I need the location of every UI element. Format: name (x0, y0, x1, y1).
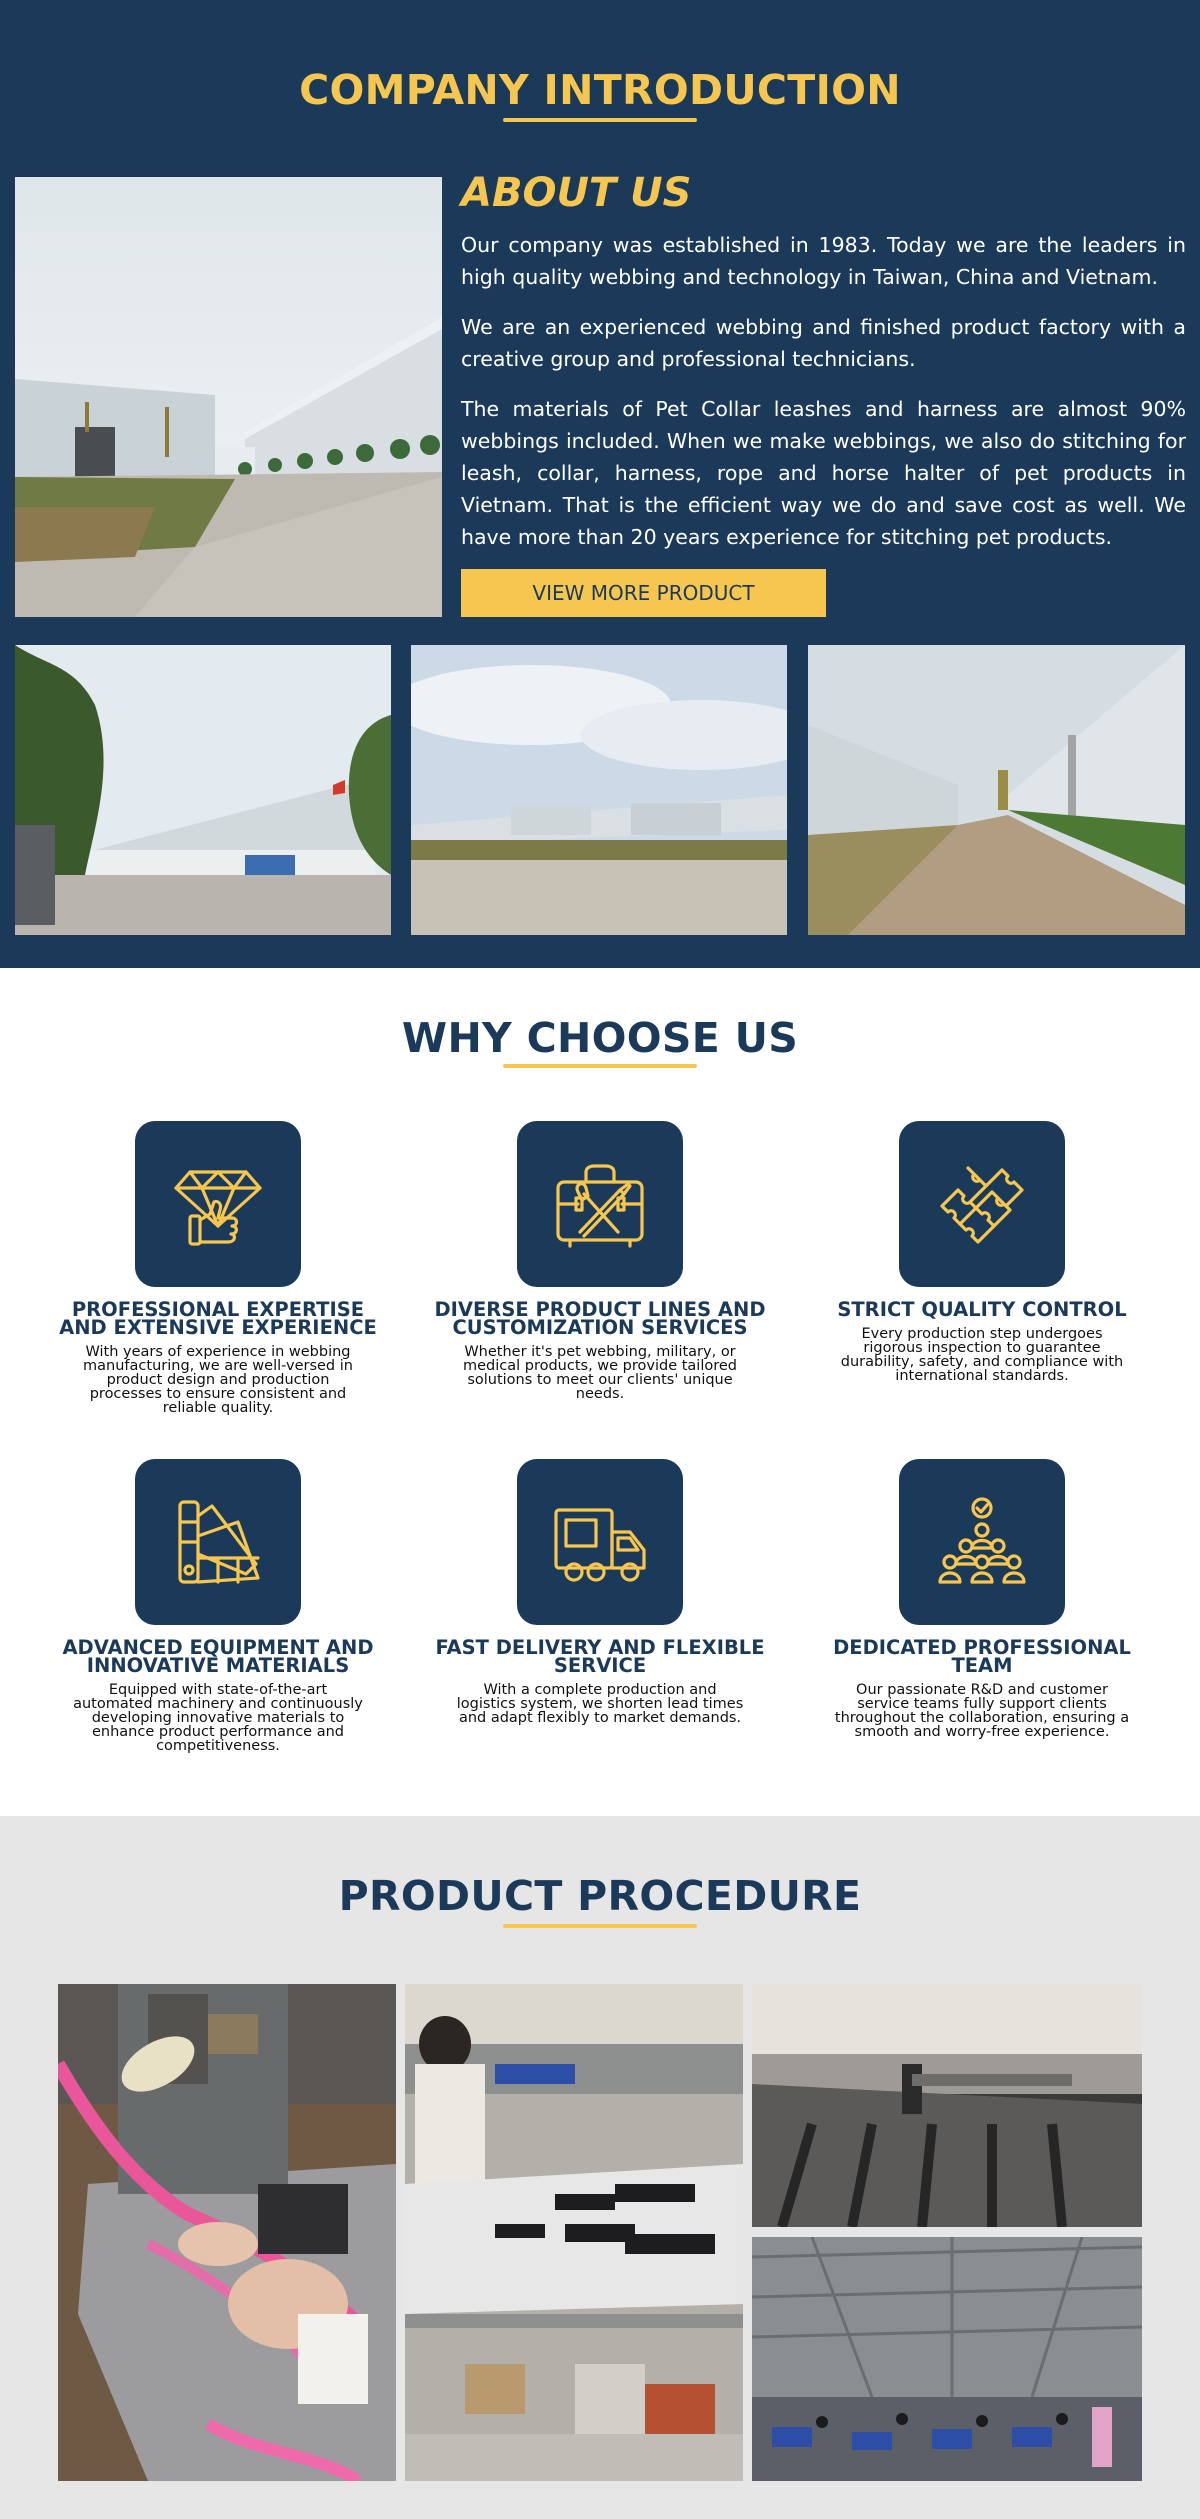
title-underline (503, 1064, 697, 1068)
feature-diverse-product-lines (430, 1121, 770, 1401)
feature-title: ADVANCED EQUIPMENT AND INNOVATIVE MATERIALS (62, 1636, 374, 1677)
feature-text: Equipped with state-of-the-art automated machinery and continuously developing innovative materials to enhance product performance and competitiveness. (73, 1682, 363, 1754)
diamond-thumbs-up-icon (135, 1121, 301, 1287)
feature-title: DIVERSE PRODUCT LINES AND CUSTOMIZATION SERVICES (434, 1298, 766, 1339)
feature-dedicated-team (812, 1459, 1152, 1739)
toolbox-icon (517, 1121, 683, 1287)
about-paragraph-3: The materials of Pet Collar leashes and harness are almost 90% webbings included. When we make webbings, we also do stitching for leash, collar, harness, rope and horse halter of pet products in Vietnam. That is the efficient way we do and save cost as well. We have more than 20 years experience for stitching pet products. (461, 397, 1186, 549)
feature-text: Every production step undergoes rigorous inspection to guarantee durability, safety, and compliance with international standards. (840, 1326, 1124, 1384)
feature-text: With a complete production and logistics system, we shorten lead times and adapt flexibly to market demands. (456, 1682, 744, 1726)
factory-yard-photo (411, 645, 787, 935)
feature-title: PROFESSIONAL EXPERTISE AND EXTENSIVE EXPERIENCE (59, 1298, 377, 1339)
workshop-floor-photo (752, 2237, 1142, 2481)
about-paragraph-1: Our company was established in 1983. Today we are the leaders in high quality webbing and technology in Taiwan, China and Vietnam. (461, 233, 1186, 289)
feature-strict-quality-control (812, 1121, 1152, 1383)
feature-advanced-equipment (48, 1459, 388, 1753)
about-us-heading: ABOUT US (461, 170, 692, 216)
title-underline (503, 118, 697, 122)
product-procedure-title: PRODUCT PROCEDURE (338, 1872, 862, 1920)
feature-text: With years of experience in webbing manufacturing, we are well-versed in product design and production processes to ensure consistent and reliable quality. (83, 1344, 353, 1416)
about-paragraph-2: We are an experienced webbing and finished product factory with a creative group and professional technicians. (461, 315, 1186, 371)
title-underline (503, 1924, 697, 1928)
factory-gate-photo (15, 645, 391, 935)
view-more-product-button[interactable]: VIEW MORE PRODUCT (461, 569, 826, 617)
feature-text: Our passionate R&D and customer service teams fully support clients throughout the collaboration, ensuring a smooth and worry-free experience. (834, 1682, 1130, 1740)
color-swatch-icon (135, 1459, 301, 1625)
team-icon (899, 1459, 1065, 1625)
puzzle-icon (899, 1121, 1065, 1287)
company-introduction-title: COMPANY INTRODUCTION (299, 66, 901, 114)
product-procedure-section (0, 1816, 1200, 2519)
company-introduction-section (0, 0, 1200, 968)
feature-professional-expertise (48, 1121, 388, 1415)
factory-road-photo (808, 645, 1185, 935)
workers-assembly-photo (405, 1984, 743, 2481)
feature-text: Whether it's pet webbing, military, or medical products, we provide tailored solutions to meet our clients' unique needs. (462, 1344, 738, 1402)
delivery-truck-icon (517, 1459, 683, 1625)
factory-main-photo (15, 177, 442, 617)
feature-fast-delivery (430, 1459, 770, 1725)
sewing-machine-photo (58, 1984, 396, 2481)
feature-title: STRICT QUALITY CONTROL (837, 1298, 1127, 1321)
feature-title: FAST DELIVERY AND FLEXIBLE SERVICE (435, 1636, 765, 1677)
laser-cutting-photo (752, 1984, 1142, 2227)
feature-title: DEDICATED PROFESSIONAL TEAM (833, 1636, 1131, 1677)
why-choose-us-title: WHY CHOOSE US (401, 1014, 799, 1062)
why-choose-us-section (0, 968, 1200, 1816)
